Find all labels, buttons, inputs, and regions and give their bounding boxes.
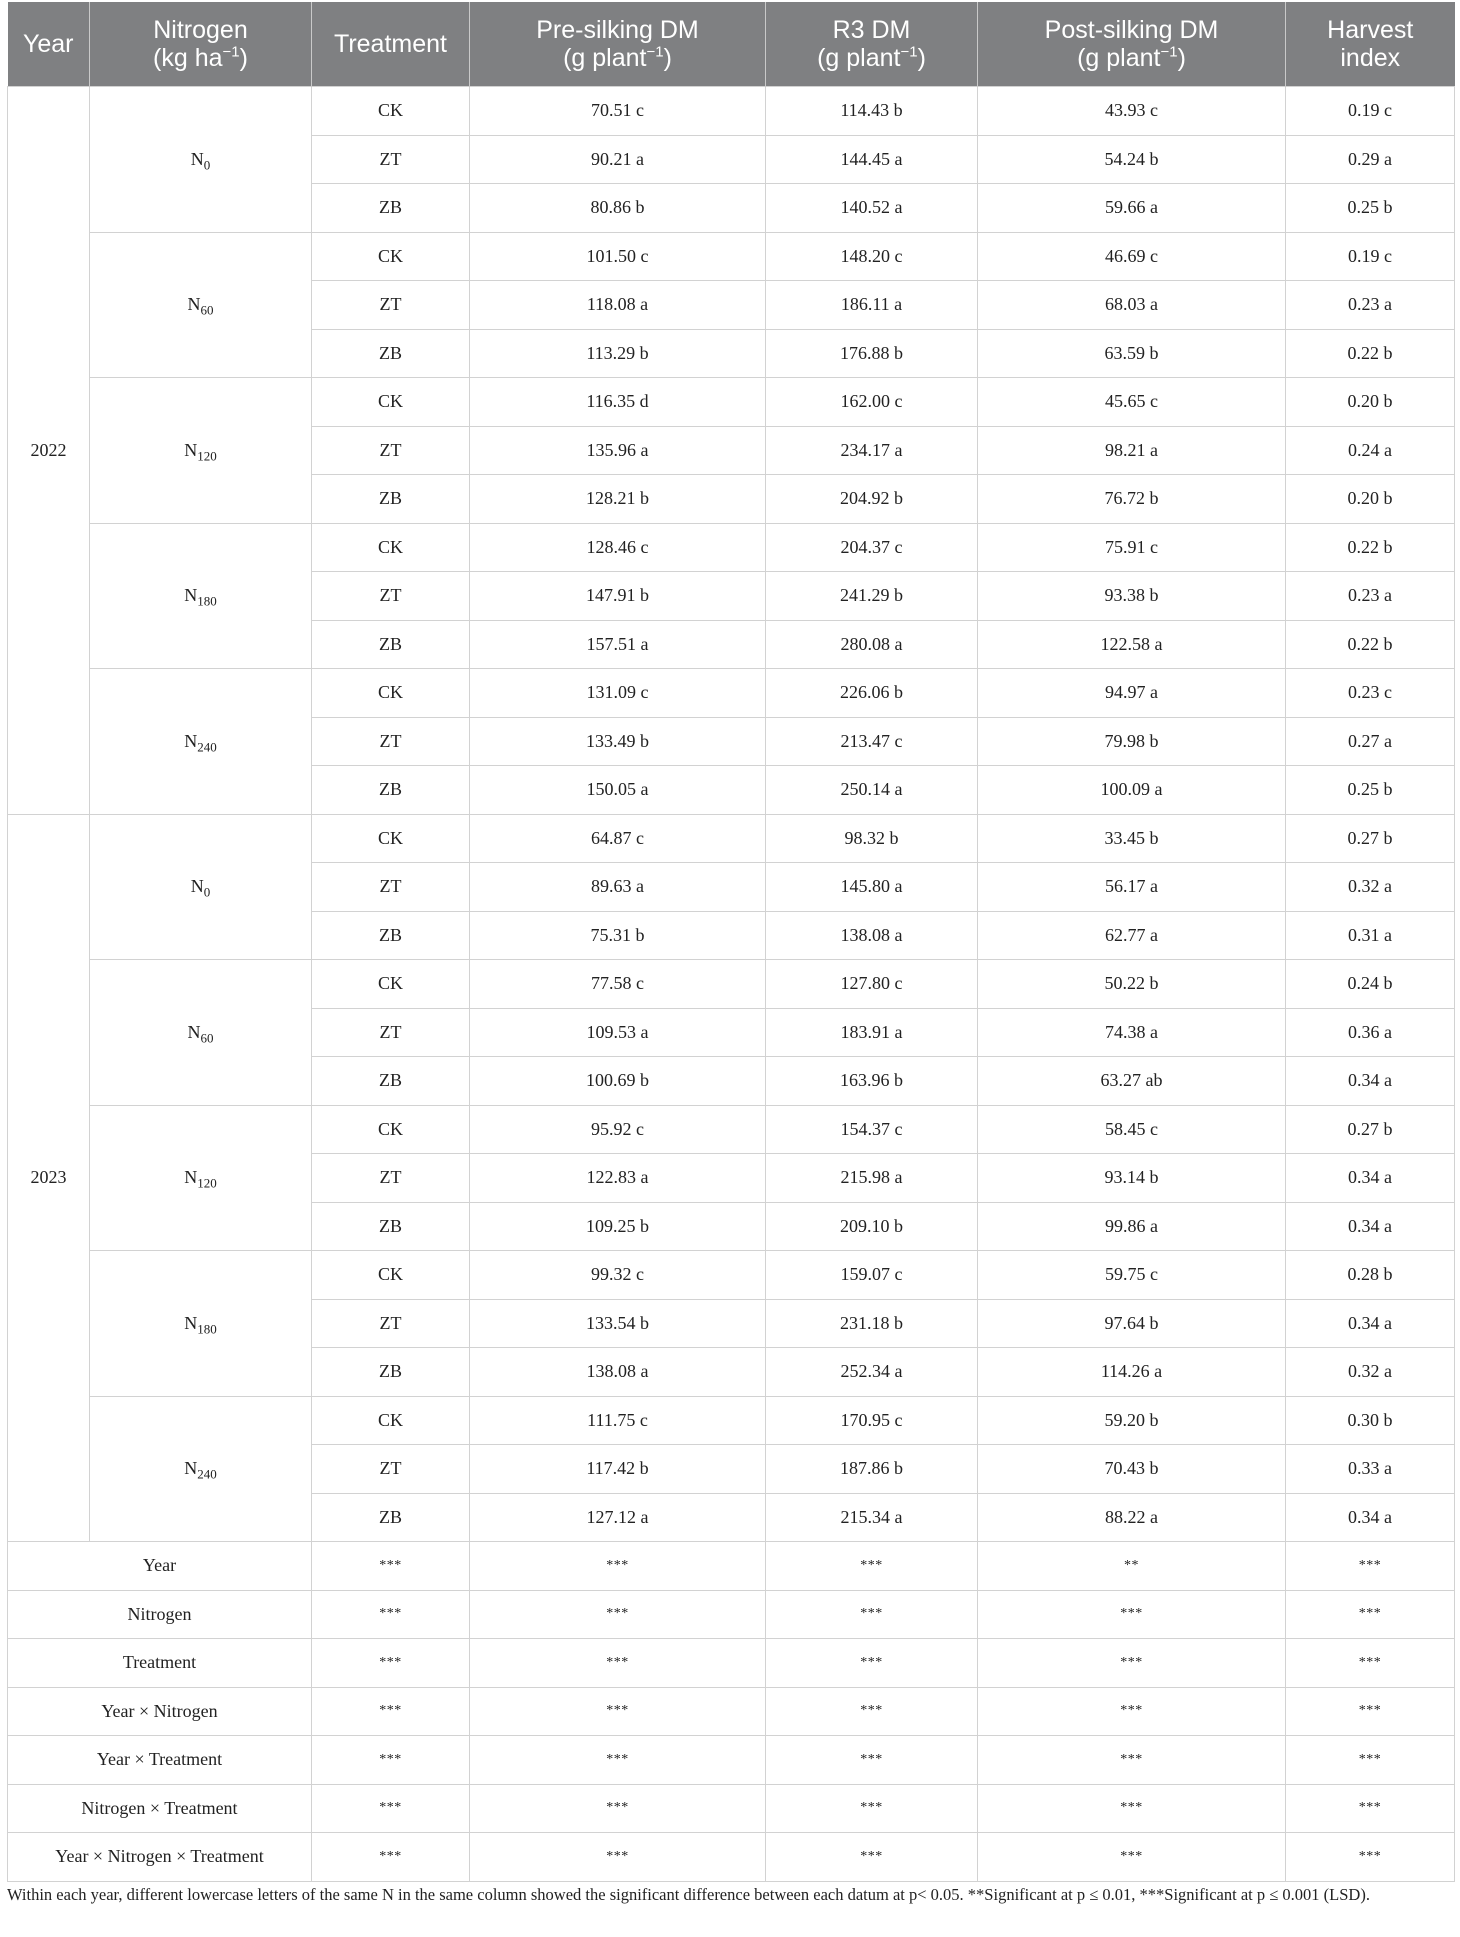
significance-cell: *** [766,1784,978,1833]
significance-cell: *** [312,1687,470,1736]
anova-label-cell: Nitrogen [8,1590,312,1639]
post-silking-dm-cell: 63.27 ab [978,1057,1286,1106]
treatment-cell: CK [312,232,470,281]
r3-dm-cell: 144.45 a [766,135,978,184]
post-silking-dm-cell: 46.69 c [978,232,1286,281]
pre-silking-dm-cell: 116.35 d [470,378,766,427]
anova-label-cell: Year [8,1542,312,1591]
significance-cell: *** [978,1590,1286,1639]
r3-dm-cell: 215.34 a [766,1493,978,1542]
significance-cell: *** [1286,1590,1455,1639]
nitrogen-rate: 240 [197,739,217,755]
pre-silking-dm-cell: 133.54 b [470,1299,766,1348]
nitrogen-cell [90,1396,312,1542]
header-harvest-index: Harvest index [1286,2,1455,87]
table-row [8,1105,1455,1154]
treatment-cell: ZT [312,572,470,621]
table-row [8,87,1455,136]
significance-cell: *** [312,1542,470,1591]
pre-silking-dm-cell: 138.08 a [470,1348,766,1397]
treatment-cell: CK [312,523,470,572]
harvest-index-cell: 0.27 b [1286,814,1455,863]
header-r3-dm: R3 DM (g plant$^{-1}$) [766,2,978,87]
pre-silking-dm-cell: 113.29 b [470,329,766,378]
significance-cell: *** [1286,1542,1455,1591]
header-row [8,2,1455,87]
significance-cell: *** [766,1687,978,1736]
nitrogen-label: N [184,585,198,606]
treatment-cell: ZT [312,1445,470,1494]
post-silking-dm-cell: 74.38 a [978,1008,1286,1057]
significance-cell: *** [1286,1833,1455,1882]
table-footnote: Within each year, different lowercase letters of the same N in the same column showed the significant difference between each datum at p< 0.05. **Significant at p ≤ 0.01, ***Significant at p ≤ 0.001 (LSD). [7,1885,1370,1904]
treatment-cell: ZT [312,1299,470,1348]
treatment-cell: CK [312,669,470,718]
nitrogen-rate: 0 [203,157,211,173]
significance-cell: *** [978,1833,1286,1882]
post-silking-dm-cell: 97.64 b [978,1299,1286,1348]
pre-silking-dm-cell: 111.75 c [470,1396,766,1445]
treatment-cell: ZT [312,1008,470,1057]
pre-silking-dm-cell: 135.96 a [470,426,766,475]
header-pre-silking-dm: Pre-silking DM (g plant$^{-1}$) [470,2,766,87]
treatment-cell: CK [312,1105,470,1154]
harvest-index-cell: 0.22 b [1286,523,1455,572]
post-silking-dm-cell: 76.72 b [978,475,1286,524]
r3-dm-cell: 140.52 a [766,184,978,233]
treatment-cell: ZT [312,135,470,184]
table-row [8,960,1455,1009]
table-row [8,669,1455,718]
significance-cell: *** [470,1542,766,1591]
significance-cell: *** [1286,1784,1455,1833]
significance-cell: *** [470,1590,766,1639]
harvest-index-cell: 0.24 a [1286,426,1455,475]
nitrogen-rate: 120 [197,448,217,464]
significance-cell: *** [1286,1687,1455,1736]
pre-silking-dm-cell: 70.51 c [470,87,766,136]
r3-dm-cell: 145.80 a [766,863,978,912]
r3-dm-cell: 209.10 b [766,1202,978,1251]
harvest-index-cell: 0.28 b [1286,1251,1455,1300]
post-silking-dm-cell: 98.21 a [978,426,1286,475]
nitrogen-rate: 60 [200,1030,214,1046]
table-container [7,2,1454,1882]
post-silking-dm-cell: 45.65 c [978,378,1286,427]
r3-dm-cell: 213.47 c [766,717,978,766]
harvest-index-cell: 0.25 b [1286,766,1455,815]
post-silking-dm-cell: 114.26 a [978,1348,1286,1397]
significance-cell: *** [470,1639,766,1688]
treatment-cell: ZB [312,766,470,815]
treatment-cell: ZB [312,911,470,960]
pre-silking-dm-cell: 99.32 c [470,1251,766,1300]
treatment-cell: ZT [312,717,470,766]
post-silking-dm-cell: 33.45 b [978,814,1286,863]
treatment-cell: CK [312,87,470,136]
r3-dm-cell: 226.06 b [766,669,978,718]
nitrogen-label: N [190,148,204,169]
r3-dm-cell: 204.37 c [766,523,978,572]
harvest-index-cell: 0.29 a [1286,135,1455,184]
harvest-index-cell: 0.23 c [1286,669,1455,718]
harvest-index-cell: 0.23 a [1286,281,1455,330]
nitrogen-cell [90,1105,312,1251]
anova-row [8,1833,1455,1882]
nitrogen-cell [90,1251,312,1397]
pre-silking-dm-cell: 131.09 c [470,669,766,718]
harvest-index-cell: 0.22 b [1286,329,1455,378]
significance-cell: *** [766,1542,978,1591]
nitrogen-label: N [187,1021,201,1042]
nitrogen-label: N [184,1167,198,1188]
post-silking-dm-cell: 99.86 a [978,1202,1286,1251]
anova-row [8,1784,1455,1833]
significance-cell: *** [312,1736,470,1785]
post-silking-dm-cell: 70.43 b [978,1445,1286,1494]
nitrogen-cell [90,87,312,233]
r3-dm-cell: 98.32 b [766,814,978,863]
treatment-cell: ZB [312,620,470,669]
nitrogen-label: N [187,294,201,315]
harvest-index-cell: 0.34 a [1286,1057,1455,1106]
nitrogen-label: N [184,439,198,460]
post-silking-dm-cell: 79.98 b [978,717,1286,766]
post-silking-dm-cell: 56.17 a [978,863,1286,912]
nitrogen-cell [90,378,312,524]
harvest-index-cell: 0.27 a [1286,717,1455,766]
table-row [8,1396,1455,1445]
harvest-index-cell: 0.32 a [1286,863,1455,912]
treatment-cell: CK [312,814,470,863]
pre-silking-dm-cell: 128.46 c [470,523,766,572]
nitrogen-rate: 60 [200,302,214,318]
table-row [8,814,1455,863]
post-silking-dm-cell: 68.03 a [978,281,1286,330]
pre-silking-dm-cell: 109.25 b [470,1202,766,1251]
post-silking-dm-cell: 122.58 a [978,620,1286,669]
pre-silking-dm-cell: 89.63 a [470,863,766,912]
table-row [8,1251,1455,1300]
harvest-index-cell: 0.34 a [1286,1299,1455,1348]
significance-cell: *** [978,1736,1286,1785]
nitrogen-rate: 180 [197,1321,217,1337]
data-table [7,2,1455,1882]
harvest-index-cell: 0.19 c [1286,232,1455,281]
pre-silking-dm-cell: 128.21 b [470,475,766,524]
header-year: Year [8,2,90,87]
pre-silking-dm-cell: 100.69 b [470,1057,766,1106]
r3-dm-cell: 159.07 c [766,1251,978,1300]
significance-cell: *** [312,1590,470,1639]
nitrogen-label: N [184,1458,198,1479]
anova-label-cell: Year × Treatment [8,1736,312,1785]
header-treatment: Treatment [312,2,470,87]
treatment-cell: CK [312,1251,470,1300]
anova-label-cell: Nitrogen × Treatment [8,1784,312,1833]
harvest-index-cell: 0.34 a [1286,1493,1455,1542]
pre-silking-dm-cell: 64.87 c [470,814,766,863]
harvest-index-cell: 0.30 b [1286,1396,1455,1445]
treatment-cell: ZT [312,426,470,475]
table-header [8,2,1455,87]
r3-dm-cell: 204.92 b [766,475,978,524]
r3-dm-cell: 114.43 b [766,87,978,136]
r3-dm-cell: 138.08 a [766,911,978,960]
r3-dm-cell: 162.00 c [766,378,978,427]
post-silking-dm-cell: 93.38 b [978,572,1286,621]
significance-cell: *** [766,1590,978,1639]
significance-cell: *** [312,1784,470,1833]
post-silking-dm-cell: 59.20 b [978,1396,1286,1445]
r3-dm-cell: 280.08 a [766,620,978,669]
post-silking-dm-cell: 88.22 a [978,1493,1286,1542]
harvest-index-cell: 0.36 a [1286,1008,1455,1057]
header-post-silking-dm: Post-silking DM (g plant$^{-1}$) [978,2,1286,87]
pre-silking-dm-cell: 147.91 b [470,572,766,621]
post-silking-dm-cell: 75.91 c [978,523,1286,572]
treatment-cell: ZB [312,475,470,524]
pre-silking-dm-cell: 95.92 c [470,1105,766,1154]
anova-row [8,1590,1455,1639]
anova-row [8,1639,1455,1688]
significance-cell: *** [766,1639,978,1688]
table-row [8,232,1455,281]
anova-row [8,1542,1455,1591]
r3-dm-cell: 234.17 a [766,426,978,475]
post-silking-dm-cell: 59.75 c [978,1251,1286,1300]
r3-dm-cell: 252.34 a [766,1348,978,1397]
harvest-index-cell: 0.24 b [1286,960,1455,1009]
post-silking-dm-cell: 59.66 a [978,184,1286,233]
pre-silking-dm-cell: 80.86 b [470,184,766,233]
nitrogen-label: N [190,876,204,897]
nitrogen-cell [90,960,312,1106]
pre-silking-dm-cell: 157.51 a [470,620,766,669]
significance-cell: *** [470,1833,766,1882]
pre-silking-dm-cell: 90.21 a [470,135,766,184]
anova-label-cell: Year × Nitrogen × Treatment [8,1833,312,1882]
pre-silking-dm-cell: 117.42 b [470,1445,766,1494]
significance-cell: ** [978,1542,1286,1591]
significance-cell: *** [312,1833,470,1882]
treatment-cell: ZB [312,184,470,233]
anova-label-cell: Year × Nitrogen [8,1687,312,1736]
nitrogen-label: N [184,730,198,751]
pre-silking-dm-cell: 133.49 b [470,717,766,766]
significance-cell: *** [1286,1736,1455,1785]
pre-silking-dm-cell: 77.58 c [470,960,766,1009]
nitrogen-label: N [184,1312,198,1333]
significance-cell: *** [766,1833,978,1882]
post-silking-dm-cell: 54.24 b [978,135,1286,184]
nitrogen-cell [90,814,312,960]
nitrogen-cell [90,523,312,669]
significance-cell: *** [1286,1639,1455,1688]
post-silking-dm-cell: 93.14 b [978,1154,1286,1203]
treatment-cell: ZT [312,1154,470,1203]
nitrogen-rate: 120 [197,1175,217,1191]
header-nitrogen: Nitrogen (kg $ha^{-1}$) [90,2,312,87]
post-silking-dm-cell: 58.45 c [978,1105,1286,1154]
r3-dm-cell: 148.20 c [766,232,978,281]
year-cell: 2022 [8,87,90,815]
harvest-index-cell: 0.20 b [1286,378,1455,427]
significance-cell: *** [470,1687,766,1736]
r3-dm-cell: 163.96 b [766,1057,978,1106]
r3-dm-cell: 250.14 a [766,766,978,815]
harvest-index-cell: 0.25 b [1286,184,1455,233]
post-silking-dm-cell: 63.59 b [978,329,1286,378]
harvest-index-cell: 0.33 a [1286,1445,1455,1494]
nitrogen-rate: 0 [203,884,211,900]
harvest-index-cell: 0.19 c [1286,87,1455,136]
treatment-cell: ZB [312,1202,470,1251]
significance-cell: *** [978,1687,1286,1736]
anova-row [8,1736,1455,1785]
post-silking-dm-cell: 50.22 b [978,960,1286,1009]
harvest-index-cell: 0.31 a [1286,911,1455,960]
post-silking-dm-cell: 100.09 a [978,766,1286,815]
nitrogen-rate: 240 [197,1466,217,1482]
r3-dm-cell: 215.98 a [766,1154,978,1203]
harvest-index-cell: 0.32 a [1286,1348,1455,1397]
nitrogen-cell [90,232,312,378]
significance-cell: *** [312,1639,470,1688]
table-row [8,378,1455,427]
treatment-cell: ZB [312,329,470,378]
pre-silking-dm-cell: 150.05 a [470,766,766,815]
table-row [8,523,1455,572]
treatment-cell: ZB [312,1057,470,1106]
r3-dm-cell: 186.11 a [766,281,978,330]
pre-silking-dm-cell: 75.31 b [470,911,766,960]
post-silking-dm-cell: 94.97 a [978,669,1286,718]
harvest-index-cell: 0.27 b [1286,1105,1455,1154]
r3-dm-cell: 176.88 b [766,329,978,378]
r3-dm-cell: 170.95 c [766,1396,978,1445]
harvest-index-cell: 0.34 a [1286,1154,1455,1203]
treatment-cell: ZT [312,281,470,330]
r3-dm-cell: 127.80 c [766,960,978,1009]
harvest-index-cell: 0.23 a [1286,572,1455,621]
treatment-cell: CK [312,960,470,1009]
r3-dm-cell: 183.91 a [766,1008,978,1057]
treatment-cell: CK [312,1396,470,1445]
pre-silking-dm-cell: 118.08 a [470,281,766,330]
post-silking-dm-cell: 43.93 c [978,87,1286,136]
harvest-index-cell: 0.34 a [1286,1202,1455,1251]
nitrogen-rate: 180 [197,593,217,609]
pre-silking-dm-cell: 101.50 c [470,232,766,281]
r3-dm-cell: 231.18 b [766,1299,978,1348]
post-silking-dm-cell: 62.77 a [978,911,1286,960]
nitrogen-cell [90,669,312,815]
r3-dm-cell: 241.29 b [766,572,978,621]
anova-row [8,1687,1455,1736]
significance-cell: *** [766,1736,978,1785]
significance-cell: *** [470,1736,766,1785]
treatment-cell: ZB [312,1493,470,1542]
treatment-cell: ZT [312,863,470,912]
year-cell: 2023 [8,814,90,1542]
pre-silking-dm-cell: 127.12 a [470,1493,766,1542]
r3-dm-cell: 187.86 b [766,1445,978,1494]
r3-dm-cell: 154.37 c [766,1105,978,1154]
significance-cell: *** [978,1784,1286,1833]
anova-label-cell: Treatment [8,1639,312,1688]
table-body [8,87,1455,1882]
treatment-cell: CK [312,378,470,427]
harvest-index-cell: 0.20 b [1286,475,1455,524]
significance-cell: *** [978,1639,1286,1688]
treatment-cell: ZB [312,1348,470,1397]
pre-silking-dm-cell: 122.83 a [470,1154,766,1203]
pre-silking-dm-cell: 109.53 a [470,1008,766,1057]
harvest-index-cell: 0.22 b [1286,620,1455,669]
significance-cell: *** [470,1784,766,1833]
